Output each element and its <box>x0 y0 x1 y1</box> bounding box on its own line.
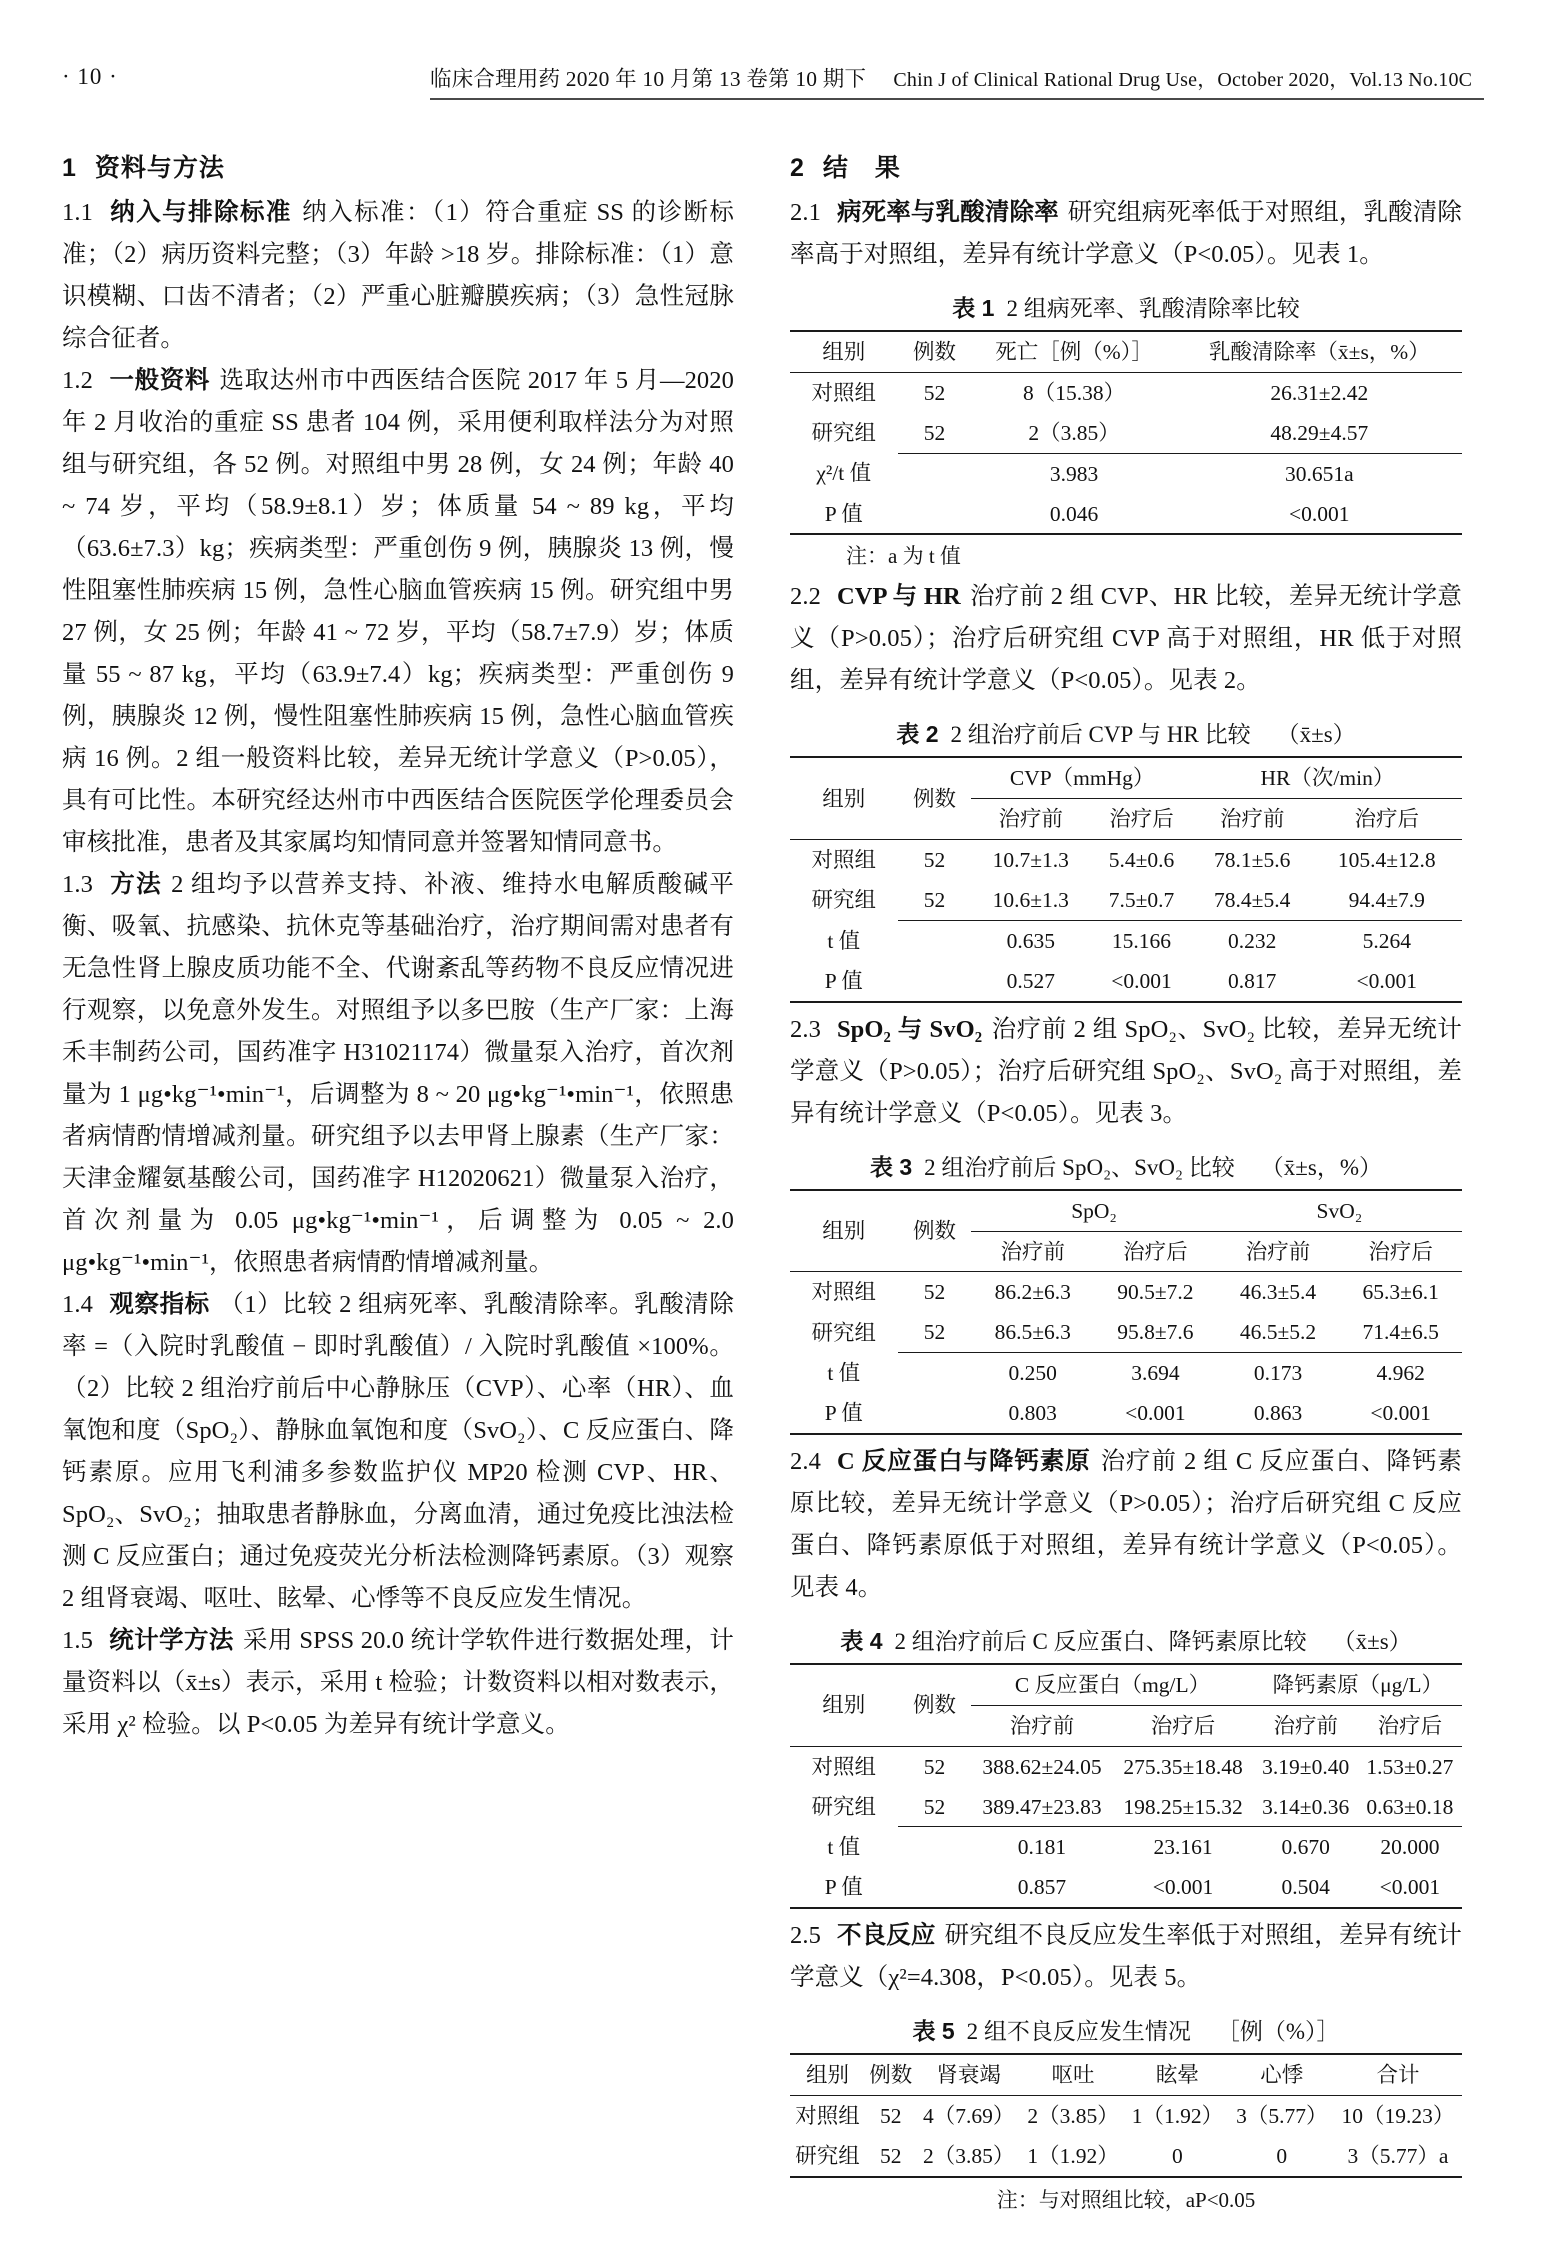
paragraph-1-4-number: 1.4 <box>62 1291 93 1318</box>
table-1 <box>790 330 1462 535</box>
table-3-cell: 71.4±6.5 <box>1362 1320 1439 1345</box>
table-2-cell: 10.7±1.3 <box>992 848 1069 873</box>
paragraph-2-5-text: 研究组不良反应发生率低于对照组，差异有统计学意义（χ²=4.308，P<0.05）。见表 5。 <box>790 1922 1462 1992</box>
table-2-cell: <0.001 <box>1111 968 1172 993</box>
section-1-title: 资料与方法 <box>94 154 225 182</box>
section-1-number: 1 <box>62 154 77 182</box>
paragraph-2-1-text: 研究组病死率低于对照组，乳酸清除率高于对照组，差异有统计学意义（P<0.05）。见表 1。 <box>790 199 1462 268</box>
table-2-cell: 0.527 <box>1006 968 1055 993</box>
table-1-cell: 52 <box>923 380 946 405</box>
table-5-cell: 2（3.85） <box>922 2143 1015 2168</box>
table-4-stat-label: P 值 <box>824 1875 863 1900</box>
table-4-cell: 3.19±0.40 <box>1262 1754 1350 1779</box>
table-row <box>790 1353 1462 1393</box>
table-5-cell: 0 <box>1276 2143 1288 2168</box>
table-3-caption <box>790 1149 1462 1182</box>
table-row <box>790 372 1462 412</box>
paragraph-1-1-lead: 纳入与排除标准 <box>108 199 292 226</box>
table-4-cell: 0.670 <box>1254 1827 1358 1867</box>
paragraph-2-5-number: 2.5 <box>790 1922 821 1950</box>
table-5-block <box>790 2013 1462 2214</box>
paragraph-1-2 <box>62 360 734 864</box>
table-row <box>790 2136 1462 2177</box>
table-5-header-total: 合计 <box>1376 2063 1420 2088</box>
running-head <box>0 58 1546 104</box>
table-4-header-pct: 降钙素原（μg/L） <box>1254 1664 1462 1705</box>
table-2-cell <box>898 920 972 960</box>
table-3-cell: 0.250 <box>971 1353 1094 1393</box>
table-4-cell: 198.25±15.32 <box>1123 1794 1243 1819</box>
paragraph-1-5 <box>62 1620 734 1746</box>
table-2-cell: 10.6±1.3 <box>992 888 1069 912</box>
table-3-cell: 86.2±6.3 <box>994 1280 1071 1305</box>
table-2-label: 表 2 <box>896 721 939 748</box>
table-4-cell: 0.181 <box>971 1827 1112 1867</box>
table-3-header-n: 例数 <box>912 1219 956 1244</box>
table-1-cell: 52 <box>923 420 946 445</box>
table-1-cell: 研究组 <box>811 421 877 445</box>
table-2-cell: 5.4±0.6 <box>1108 848 1175 873</box>
table-5-cell: 52 <box>879 2104 902 2128</box>
table-2-cell: 0.817 <box>1228 968 1277 993</box>
table-3-cell: 95.8±7.6 <box>1117 1320 1194 1345</box>
table-3-cell: 86.5±6.3 <box>994 1320 1071 1345</box>
table-2-cell: 78.4±5.4 <box>1214 888 1291 912</box>
table-4-block <box>790 1623 1462 1909</box>
table-row <box>790 2054 1462 2095</box>
table-3-cell: 对照组 <box>811 1280 877 1305</box>
table-1-cell: 8（15.38） <box>1022 380 1126 405</box>
table-3-subheader: 治疗后 <box>1123 1239 1188 1264</box>
table-5-cell: 10（19.23） <box>1341 2104 1455 2128</box>
table-1-header-death: 死亡［例（%）］ <box>995 340 1153 364</box>
table-row <box>790 1312 1462 1352</box>
table-5-cell: 研究组 <box>795 2143 860 2168</box>
table-1-cell <box>898 453 972 493</box>
table-row <box>790 757 1462 798</box>
table-4-subheader: 治疗前 <box>1273 1713 1338 1738</box>
right-column <box>790 148 1462 2220</box>
page-folio: · 10 · <box>62 64 118 89</box>
table-row <box>790 453 1462 493</box>
table-3-title: 2 组治疗前后 SpO₂、SvO₂ 比较 <box>924 1154 1235 1180</box>
table-4-header-crp: C 反应蛋白（mg/L） <box>971 1664 1253 1705</box>
table-3-units: （x̄±s，%） <box>1260 1154 1382 1180</box>
paragraph-1-3 <box>62 864 734 1284</box>
table-2-header-cvp: CVP（mmHg） <box>971 757 1192 798</box>
table-2-cell: <0.001 <box>1356 968 1418 993</box>
table-4-cell: <0.001 <box>1152 1875 1214 1900</box>
table-2-stat-label: t 值 <box>827 928 861 953</box>
table-row <box>790 2096 1462 2136</box>
table-5-note: 注：与对照组比较，aP<0.05 <box>996 2187 1256 2212</box>
table-1-cell: 26.31±2.42 <box>1270 380 1369 405</box>
table-4-cell: 0.857 <box>1017 1875 1067 1900</box>
paragraph-1-5-text: 采用 SPSS 20.0 统计学软件进行数据处理，计量资料以（x̄±s）表示，采用 t 检验；计数资料以相对数表示，采用 χ² 检验。以 P<0.05 为差异有统计学意义。 <box>62 1627 735 1738</box>
paragraph-1-3-number: 1.3 <box>62 871 93 898</box>
table-2-caption <box>790 716 1462 749</box>
table-row <box>790 961 1462 1002</box>
table-2-block <box>790 716 1462 1002</box>
paragraph-1-4-lead: 观察指标 <box>108 1291 210 1318</box>
table-1-cell: 48.29±4.57 <box>1270 420 1369 445</box>
table-5-cell: 0 <box>1172 2143 1183 2168</box>
running-head-text <box>430 62 1472 93</box>
paragraph-1-1-text: 纳入标准：（1）符合重症 SS 的诊断标准；（2）病历资料完整；（3）年龄 >18 岁。排除标准：（1）意识模糊、口齿不清者；（2）严重心脏瓣膜疾病；（3）急性冠脉综合征者。 <box>62 199 735 352</box>
table-5-cell: 1（1.92） <box>1131 2104 1224 2128</box>
table-2-cell: 对照组 <box>811 848 877 873</box>
table-4-label: 表 4 <box>840 1627 883 1654</box>
table-3-cell <box>898 1353 972 1393</box>
table-3 <box>790 1189 1462 1435</box>
table-row <box>790 840 1462 880</box>
paragraph-1-5-lead: 统计学方法 <box>108 1627 234 1654</box>
table-5-header-group: 组别 <box>805 2063 849 2088</box>
table-1-block <box>790 290 1462 570</box>
table-3-cell: 90.5±7.2 <box>1117 1280 1194 1305</box>
table-3-cell: 4.962 <box>1339 1353 1462 1393</box>
table-3-cell: 65.3±6.1 <box>1362 1280 1439 1305</box>
paragraph-2-4-number: 2.4 <box>790 1447 821 1475</box>
table-4-cell: 0.63±0.18 <box>1366 1794 1454 1819</box>
paragraph-2-5 <box>790 1915 1462 1999</box>
table-3-subheader: 治疗后 <box>1368 1239 1433 1264</box>
table-2-header-group: 组别 <box>822 786 866 811</box>
table-2-header-n: 例数 <box>912 786 956 811</box>
table-1-cell: 3.983 <box>971 453 1176 493</box>
table-5-header-vomit: 呕吐 <box>1051 2063 1095 2088</box>
table-4-title: 2 组治疗前后 C 反应蛋白、降钙素原比较 <box>894 1628 1307 1654</box>
table-5-cell: 3（5.77）a <box>1347 2143 1449 2168</box>
table-5-units: ［例（%）］ <box>1216 2019 1340 2045</box>
table-row <box>790 1664 1462 1705</box>
table-4-cell <box>898 1827 972 1867</box>
paragraph-2-4-text: 治疗前 2 组 C 反应蛋白、降钙素原比较，差异无统计学意义（P>0.05）；治疗后研究组 C 反应蛋白、降钙素原低于对照组，差异有统计学意义（P<0.05）。见表 4。 <box>790 1447 1463 1601</box>
paragraph-2-2-number: 2.2 <box>790 583 821 611</box>
table-1-caption <box>790 290 1462 323</box>
table-4-cell: 52 <box>923 1754 946 1779</box>
table-row <box>790 1746 1462 1786</box>
table-4-stat-label: t 值 <box>827 1835 861 1860</box>
left-column <box>62 148 734 1746</box>
table-2-title: 2 组治疗前后 CVP 与 HR 比较 <box>950 722 1251 748</box>
table-3-cell: <0.001 <box>1125 1401 1186 1425</box>
table-3-header-svo2: SvO₂ <box>1217 1190 1462 1231</box>
running-head-english: Chin J of Clinical Rational Drug Use，October 2020，Vol.13 No.10C <box>893 69 1473 91</box>
paragraph-1-5-number: 1.5 <box>62 1627 93 1654</box>
paragraph-1-2-lead: 一般资料 <box>108 367 210 394</box>
table-4-cell: <0.001 <box>1379 1875 1441 1900</box>
table-row <box>790 1190 1462 1231</box>
table-2-cell: 研究组 <box>811 888 877 913</box>
paragraph-1-2-text: 选取达州市中西医结合医院 2017 年 5 月—2020 年 2 月收治的重症 SS 患者 104 例，采用便利取样法分为对照组与研究组，各 52 例。对照组中男 28 例，女 24 例；年龄 40 ~ 74 岁，平均（58.9±8.1）岁；体质量 54 ~ 89 kg，平均（63.6±7.3）kg；疾病类型：严重创伤 9 例，胰腺炎 13 例，慢性阻塞性肺疾病 15 例，急性心脑血管疾病 15 例。研究组中男 27 例，女 25 例；年龄 41 ~ 72 岁，平均（58.7±7.9）岁；体质量 55 ~ 87 kg，平均（63.9±7.4）kg；疾病类型：严重创伤 9 例，胰腺炎 12 例，慢性阻塞性肺疾病 15 例，急性心脑血管疾病 16 例。2 组一般资料比较，差异无统计学意义（P>0.05），具有可比性。本研究经达州市中西医结合医院医学伦理委员会审核批准，患者及其家属均知情同意并签署知情同意书。 <box>62 367 734 856</box>
table-1-cell: 2（3.85） <box>1028 420 1120 445</box>
table-1-header-group: 组别 <box>822 340 866 364</box>
table-3-block <box>790 1149 1462 1435</box>
table-4-cell: 0.504 <box>1281 1875 1330 1900</box>
table-1-header-n: 例数 <box>912 340 956 364</box>
table-row <box>790 413 1462 453</box>
table-5 <box>790 2053 1462 2178</box>
table-2-subheader: 治疗前 <box>998 807 1064 832</box>
table-2-units: （x̄±s） <box>1276 722 1356 748</box>
table-4-subheader: 治疗后 <box>1150 1713 1216 1738</box>
table-1-label: 表 1 <box>952 295 995 321</box>
table-2-cell: 94.4±7.9 <box>1348 888 1425 912</box>
paragraph-1-3-lead: 方法 <box>108 871 163 898</box>
table-row <box>790 920 1462 960</box>
table-row <box>790 331 1462 372</box>
paragraph-1-4-text: （1）比较 2 组病死率、乳酸清除率。乳酸清除率 =（入院时乳酸值 − 即时乳酸值）/ 入院时乳酸值 ×100%。（2）比较 2 组治疗前后中心静脉压（CVP）、心率（HR）、血氧饱和度（SpO₂）、静脉血氧饱和度（SvO₂）、C 反应蛋白、降钙素原。应用飞利浦多参数监护仪 MP20 检测 CVP、HR、SpO₂、SvO₂；抽取患者静脉血，分离血清，通过免疫比浊法检测 C 反应蛋白；通过免疫荧光分析法检测降钙素原。（3）观察 2 组肾衰竭、呕吐、眩晕、心悸等不良反应发生情况。 <box>62 1291 734 1612</box>
table-4-units: （x̄±s） <box>1332 1628 1412 1654</box>
table-4-cell: 研究组 <box>811 1794 877 1819</box>
table-2-cell: 7.5±0.7 <box>1108 888 1175 912</box>
table-4-subheader: 治疗后 <box>1377 1713 1443 1738</box>
table-4-cell: 389.47±23.83 <box>982 1794 1102 1819</box>
section-heading-2 <box>790 148 1462 184</box>
table-4-subheader: 治疗前 <box>1009 1713 1075 1738</box>
table-3-cell: 52 <box>923 1320 946 1345</box>
table-1-header-lactate: 乳酸清除率（x̄±s，%） <box>1208 340 1430 364</box>
table-3-cell: 46.5±5.2 <box>1239 1320 1317 1345</box>
table-5-cell: 对照组 <box>795 2104 860 2128</box>
table-4-header-n: 例数 <box>912 1693 956 1718</box>
table-3-stat-label: P 值 <box>824 1401 863 1425</box>
table-1-stat-label: χ²/t 值 <box>816 461 872 486</box>
table-2-cell: 105.4±12.8 <box>1337 848 1436 873</box>
table-5-label: 表 5 <box>912 2018 955 2045</box>
table-row <box>790 1867 1462 1908</box>
table-1-cell: 0.046 <box>1049 501 1099 526</box>
table-1-cell: 对照组 <box>811 380 877 405</box>
table-4-caption <box>790 1623 1462 1656</box>
paragraph-2-1-number: 2.1 <box>790 199 821 226</box>
table-4-cell: 20.000 <box>1358 1827 1462 1867</box>
table-3-header-group: 组别 <box>822 1219 866 1244</box>
table-4-cell: 52 <box>923 1794 946 1819</box>
paragraph-2-3-text: 治疗前 2 组 SpO₂、SvO₂ 比较，差异无统计学意义（P>0.05）；治疗后研究组 SpO₂、SvO₂ 高于对照组，差异有统计学意义（P<0.05）。见表 3。 <box>790 1015 1463 1127</box>
paragraph-1-4 <box>62 1284 734 1620</box>
table-5-header-renal: 肾衰竭 <box>936 2063 1001 2088</box>
table-5-title: 2 组不良反应发生情况 <box>966 2019 1191 2045</box>
paragraph-2-3-lead: SpO₂ 与 SvO₂ <box>836 1015 983 1043</box>
table-2 <box>790 756 1462 1002</box>
table-1-note: 注：a 为 t 值 <box>846 544 961 569</box>
paragraph-2-4-lead: C 反应蛋白与降钙素原 <box>836 1447 1091 1475</box>
paragraph-2-1-lead: 病死率与乳酸清除率 <box>836 199 1059 226</box>
paragraph-2-5-lead: 不良反应 <box>836 1922 936 1950</box>
table-2-subheader: 治疗后 <box>1109 807 1174 832</box>
table-2-cell: 0.635 <box>971 920 1090 960</box>
table-2-cell: 78.1±5.6 <box>1214 848 1291 873</box>
table-3-cell: 0.173 <box>1217 1353 1340 1393</box>
table-3-header-spo2: SpO₂ <box>971 1190 1216 1231</box>
table-3-cell <box>898 1393 972 1434</box>
table-row <box>790 494 1462 535</box>
table-4-cell: 23.161 <box>1113 1827 1254 1867</box>
table-3-cell: 52 <box>923 1280 946 1305</box>
section-heading-1 <box>62 148 734 184</box>
section-2-number: 2 <box>790 154 805 182</box>
table-1-cell: 30.651a <box>1177 453 1462 493</box>
table-4-cell: 275.35±18.48 <box>1123 1754 1243 1779</box>
table-4-cell: 388.62±24.05 <box>982 1754 1102 1779</box>
table-2-header-hr: HR（次/min） <box>1193 757 1462 798</box>
table-3-subheader: 治疗前 <box>1245 1239 1311 1264</box>
table-3-cell: 0.863 <box>1253 1401 1303 1425</box>
table-row <box>790 1393 1462 1434</box>
running-head-rule <box>430 98 1484 100</box>
table-4-header-group: 组别 <box>822 1693 866 1718</box>
table-3-cell: 0.803 <box>1008 1401 1057 1425</box>
table-3-cell: 3.694 <box>1094 1353 1217 1393</box>
table-3-cell: <0.001 <box>1370 1401 1431 1425</box>
table-4 <box>790 1663 1462 1909</box>
table-2-stat-label: P 值 <box>824 968 863 993</box>
table-4-cell: 对照组 <box>811 1754 877 1779</box>
table-3-stat-label: t 值 <box>827 1360 861 1385</box>
paragraph-1-1 <box>62 192 734 360</box>
table-2-cell: 15.166 <box>1090 920 1193 960</box>
table-2-cell: 5.264 <box>1312 920 1462 960</box>
table-3-label: 表 3 <box>869 1153 913 1180</box>
paragraph-2-3-number: 2.3 <box>790 1015 821 1043</box>
table-2-subheader: 治疗后 <box>1354 807 1420 832</box>
table-1-cell: <0.001 <box>1289 501 1350 526</box>
table-5-header-palpitation: 心悸 <box>1260 2063 1304 2088</box>
table-row <box>790 1827 1462 1867</box>
table-row <box>790 880 1462 920</box>
table-3-cell: 46.3±5.4 <box>1239 1280 1317 1305</box>
table-5-cell: 1（1.92） <box>1027 2143 1119 2168</box>
paragraph-2-4 <box>790 1441 1462 1609</box>
table-2-cell: 52 <box>923 848 946 873</box>
paragraph-2-2-text: 治疗前 2 组 CVP、HR 比较，差异无统计学意义（P>0.05）；治疗后研究组 CVP 高于对照组，HR 低于对照组，差异有统计学意义（P<0.05）。见表 2。 <box>790 583 1462 695</box>
table-2-cell: 52 <box>923 888 946 912</box>
paragraph-1-3-text: 2 组均予以营养支持、补液、维持水电解质酸碱平衡、吸氧、抗感染、抗休克等基础治疗，治疗期间需对患者有无急性肾上腺皮质功能不全、代谢紊乱等药物不良反应情况进行观察，以免意外发生。对照组予以多巴胺（生产厂家：上海禾丰制药公司，国药准字 H31021174）微量泵入治疗，首次剂量为 1 μg•kg⁻¹•min⁻¹，后调整为 8 ~ 20 μg•kg⁻¹•min⁻¹，依照患者病情酌情增减剂量。研究组予以去甲肾上腺素（生产厂家：天津金耀氨基酸公司，国药准字 H12020621）微量泵入治疗，首次剂量为 0.05 μg•kg⁻¹•min⁻¹，后调整为 0.05 ~ 2.0 μg•kg⁻¹•min⁻¹，依照患者病情酌情增减剂量。 <box>62 871 734 1276</box>
table-3-subheader: 治疗前 <box>1000 1239 1065 1264</box>
table-5-header-vertigo: 眩晕 <box>1155 2063 1199 2088</box>
paragraph-2-2-lead: CVP 与 HR <box>836 583 961 611</box>
table-5-cell: 4（7.69） <box>922 2104 1015 2128</box>
table-5-cell: 2（3.85） <box>1027 2104 1119 2128</box>
table-5-cell: 52 <box>879 2143 902 2168</box>
table-1-cell <box>898 494 972 535</box>
table-row <box>790 1787 1462 1827</box>
table-2-cell: 0.232 <box>1193 920 1312 960</box>
table-2-cell <box>898 961 972 1002</box>
paragraph-1-1-number: 1.1 <box>62 199 93 226</box>
table-3-cell: 研究组 <box>811 1320 877 1345</box>
paragraph-2-3 <box>790 1009 1462 1135</box>
table-4-cell: 3.14±0.36 <box>1262 1794 1350 1819</box>
table-4-cell <box>898 1867 972 1908</box>
table-1-stat-label: P 值 <box>824 501 863 526</box>
table-2-subheader: 治疗前 <box>1219 807 1285 832</box>
table-row <box>790 1272 1462 1312</box>
paragraph-2-2 <box>790 576 1462 702</box>
paragraph-1-2-number: 1.2 <box>62 367 93 394</box>
paragraph-2-1 <box>790 192 1462 276</box>
table-1-title: 2 组病死率、乳酸清除率比较 <box>1006 296 1300 321</box>
table-5-cell: 3（5.77） <box>1236 2104 1328 2128</box>
section-2-title: 结 果 <box>822 154 901 182</box>
table-4-cell: 1.53±0.27 <box>1366 1754 1454 1779</box>
table-5-caption <box>790 2013 1462 2046</box>
running-head-chinese: 临床合理用药 2020 年 10 月第 13 卷第 10 期下 <box>430 67 867 91</box>
table-5-header-n: 例数 <box>869 2063 913 2088</box>
